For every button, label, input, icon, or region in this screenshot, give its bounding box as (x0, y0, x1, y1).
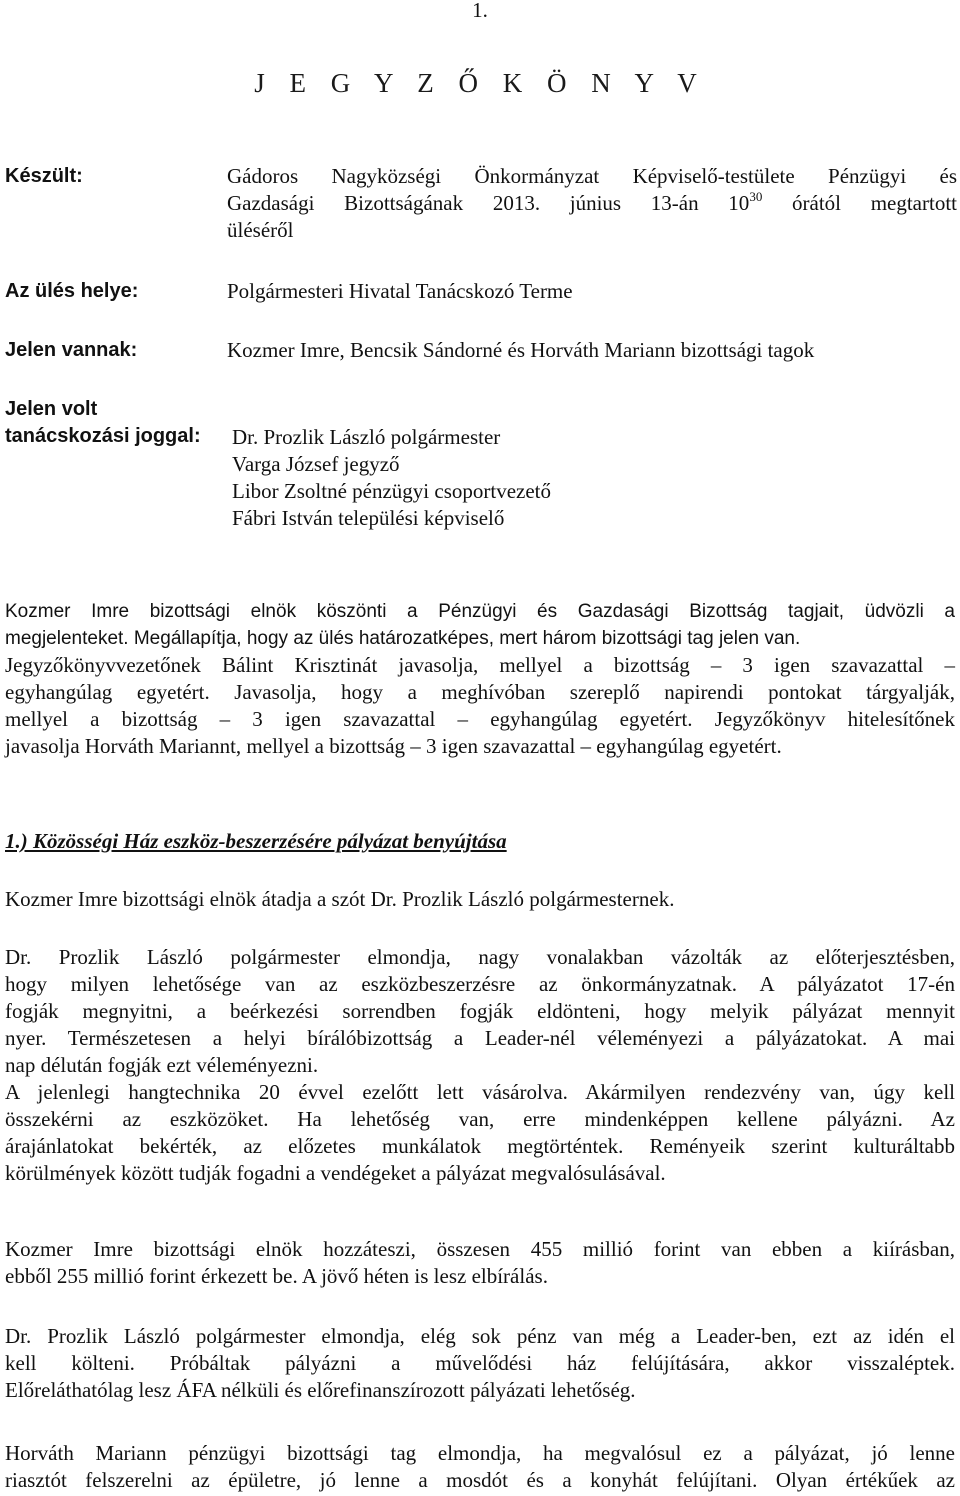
section-line: riasztót felszerelni az épületre, jó lenne a mosdót és a konyhát felújítani. Olyan értékűek az (5, 1468, 955, 1492)
attendee-list (232, 424, 551, 532)
meta-keszult-time-sup: 30 (749, 189, 763, 204)
intro-line: javasolja Horváth Mariannt, mellyel a bizottság – 3 igen szavazattal – egyhangúlag egyetért. (5, 734, 782, 758)
intro-paragraph (5, 598, 955, 760)
meta-keszult-line2-post: órától megtartott (762, 191, 957, 215)
section-line: A jelenlegi hangtechnika 20 évvel ezelőtt lett vásárolva. Akármilyen rendezvény van, úgy kell (5, 1080, 955, 1104)
attendee-item: Varga József jegyző (232, 452, 400, 476)
section-line: kell költeni. Próbáltak pályázni a művelődési ház felújítására, akkor visszaléptek. (5, 1351, 955, 1375)
section-line: Kozmer Imre bizottsági elnök hozzáteszi, összesen 455 millió forint van ebben a kiírásban, (5, 1237, 955, 1261)
intro-line (5, 625, 955, 652)
attendee-label-line1: Jelen volt (5, 398, 98, 420)
section-line: nap délután fogják ezt véleményezni. (5, 1053, 319, 1077)
section-paragraph-3 (5, 1236, 955, 1290)
meta-keszult-line2-pre: Gazdasági Bizottságának 2013. június 13-án 10 (227, 191, 750, 215)
meta-keszult-line2 (227, 190, 957, 217)
section-line: Horváth Mariann pénzügyi bizottsági tag elmondja, ha megvalósul ez a pályázat, jó lenne (5, 1441, 955, 1465)
meta-label-jelen: Jelen vannak: (5, 339, 138, 361)
section-line: Előreláthatólag lesz ÁFA nélküli és előrefinanszírozott pályázati lehetőség. (5, 1378, 636, 1402)
intro-line: mellyel a bizottság – 3 igen szavazattal – egyhangúlag egyetért. Jegyzőkönyv hitelesítőnek (5, 707, 955, 731)
intro-line: Jegyzőkönyvvezetőnek Bálint Krisztinát javasolja, mellyel a bizottság – 3 igen szavazattal – (5, 653, 955, 677)
meta-value-keszult (227, 163, 957, 244)
meta-value-helye: Polgármesteri Hivatal Tanácskozó Terme (227, 279, 573, 303)
meta-label-helye: Az ülés helye: (5, 280, 139, 302)
section-line: nyer. Természetesen a helyi bírálóbizottság a Leader-nél véleményezi a pályázatokat. A mai (5, 1026, 955, 1050)
section-line: fogják megnyitni, a beérkezési sorrendben fogják eldönteni, hogy melyik pályázat mennyit (5, 999, 955, 1023)
section-line: Dr. Prozlik László polgármester elmondja, nagy vonalakban vázolták az előterjesztésben, (5, 945, 955, 969)
section-paragraph-2 (5, 944, 955, 1187)
intro-line: egyhangúlag egyetért. Javasolja, hogy a meghívóban szereplő napirendi pontokat tárgyalják, (5, 680, 955, 704)
section-line: Dr. Prozlik László polgármester elmondja, elég sok pénz van még a Leader-ben, ezt az idén el (5, 1324, 955, 1348)
section-paragraph-5 (5, 1440, 955, 1494)
section-line: körülmények között tudják fogadni a vendégeket a pályázat megvalósulásával. (5, 1161, 666, 1185)
meta-label-keszult: Készült: (5, 165, 83, 187)
document-title: J E G Y Z Ő K Ö N Y V (254, 68, 706, 98)
section-title: 1.) Közösségi Ház eszköz-beszerzésére pályázat benyújtása (5, 829, 507, 853)
section-line: ebből 255 millió forint érkezett be. A jövő héten is lesz elbírálás. (5, 1264, 548, 1288)
section-line: összekérni az eszközöket. Ha lehetőség van, erre mindenképpen kellene pályázni. Az (5, 1107, 955, 1131)
section-paragraph-1 (5, 886, 955, 913)
page-number: 1. (472, 0, 488, 22)
attendee-label-line2: tanácskozási joggal: (5, 425, 201, 447)
intro-line: Kozmer Imre bizottsági elnök köszönti a Pénzügyi és Gazdasági Bizottság tagjait, üdvözli a (5, 601, 955, 622)
section-line: Kozmer Imre bizottsági elnök átadja a szót Dr. Prozlik László polgármesternek. (5, 887, 675, 911)
section-line: hogy milyen lehetősége van az eszközbeszerzésre az önkormányzatnak. A pályázatot 17-én (5, 972, 955, 996)
meta-keszult-line3: üléséről (227, 218, 294, 242)
section-paragraph-4 (5, 1323, 955, 1404)
attendee-item: Fábri István települési képviselő (232, 506, 505, 530)
meta-keszult-line1: Gádoros Nagyközségi Önkormányzat Képviselő-testülete Pénzügyi és (227, 164, 957, 188)
attendee-item: Dr. Prozlik László polgármester (232, 425, 501, 449)
attendee-label (5, 396, 201, 450)
intro-line-text: megjelenteket. Megállapítja, hogy az ülés határozatképes, mert három bizottsági tag jelen van. (5, 628, 801, 649)
section-line: árajánlatokat bekérték, az előzetes munkálatok megtörténtek. Reményeik szerint kulturáltabb (5, 1134, 955, 1158)
meta-value-jelen: Kozmer Imre, Bencsik Sándorné és Horváth Mariann bizottsági tagok (227, 338, 815, 362)
attendee-item: Libor Zsoltné pénzügyi csoportvezető (232, 479, 551, 503)
